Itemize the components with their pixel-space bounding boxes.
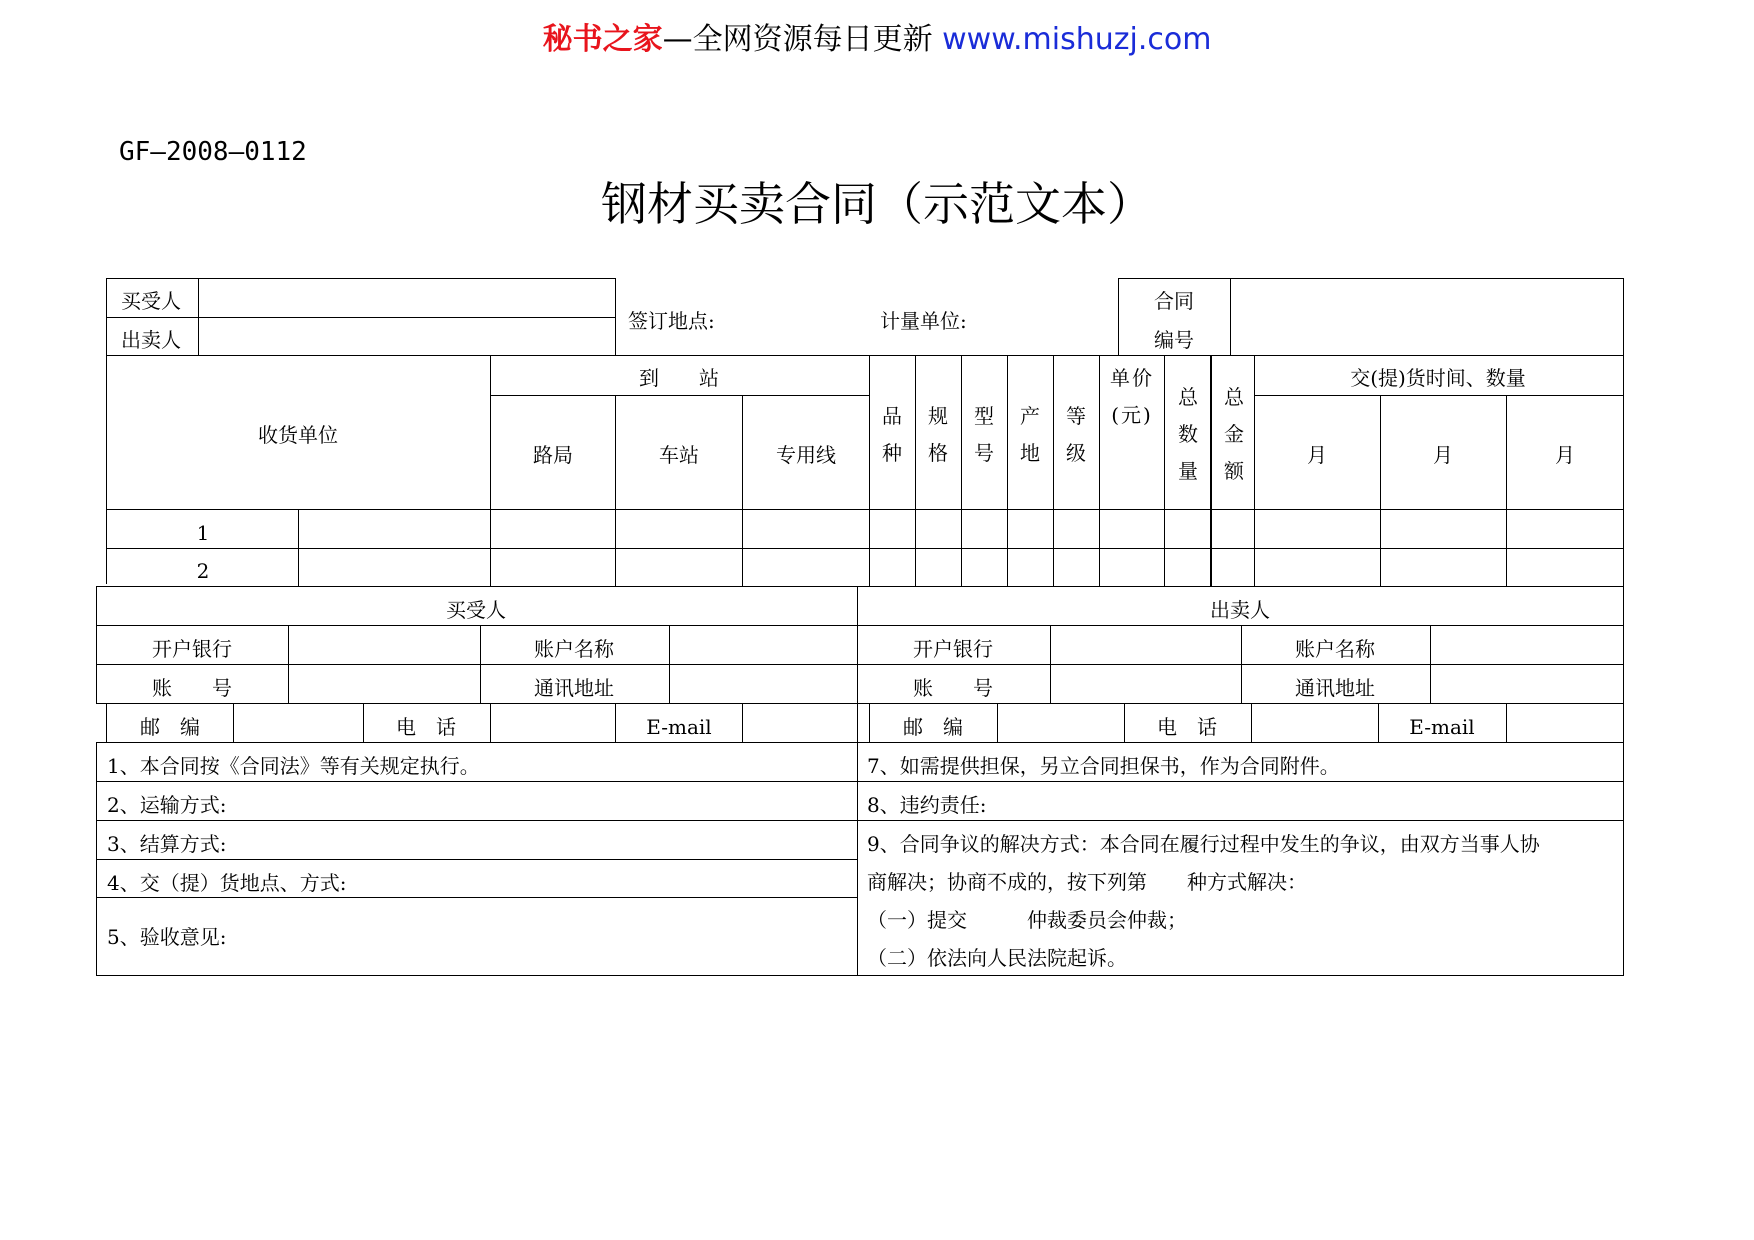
sign-place-label: 签订地点: — [628, 309, 715, 333]
term-8: 8、违约责任: — [867, 793, 987, 817]
col-origin: 产地 — [1020, 404, 1040, 465]
term-3: 3、结算方式: — [107, 832, 227, 856]
station-col-railway-bureau: 路局 — [533, 443, 573, 467]
term-9-line-2: 商解决；协商不成的，按下列第 种方式解决： — [867, 870, 1307, 894]
receiver-unit-label: 收货单位 — [258, 423, 338, 447]
buyer-email-label: E-mail — [646, 715, 712, 739]
col-spec: 规格 — [928, 404, 948, 465]
buyer-account-no-label: 账 号 — [152, 676, 232, 700]
document-title: 钢材买卖合同（示范文本） — [601, 177, 1153, 231]
term-5: 5、验收意见: — [107, 925, 227, 949]
col-total-qty: 总数量 — [1178, 385, 1198, 483]
buyer-section-header: 买受人 — [446, 598, 506, 622]
goods-row-number: 2 — [196, 559, 210, 583]
buyer-label: 买受人 — [121, 289, 181, 313]
seller-bank-label: 开户银行 — [913, 637, 993, 661]
seller-address-label: 通讯地址 — [1295, 676, 1375, 700]
buyer-phone-label: 电 话 — [396, 715, 456, 739]
month-col-3: 月 — [1555, 443, 1575, 467]
station-col-siding: 专用线 — [776, 443, 836, 467]
term-7: 7、如需提供担保，另立合同担保书，作为合同附件。 — [867, 754, 1340, 778]
measure-unit-label: 计量单位: — [880, 309, 967, 333]
station-col-station: 车站 — [659, 443, 699, 467]
site-banner — [0, 14, 1754, 58]
seller-email-label: E-mail — [1409, 715, 1475, 739]
seller-phone-label: 电 话 — [1157, 715, 1217, 739]
contract-no-label-line1: 合同 — [1154, 289, 1194, 313]
month-col-2: 月 — [1433, 443, 1453, 467]
station-header: 到 站 — [639, 366, 719, 390]
site-url-link[interactable]: www.mishuzj.com — [942, 22, 1212, 57]
site-brand: 秘书之家 — [542, 22, 663, 57]
seller-postcode-label: 邮 编 — [903, 715, 963, 739]
term-9-line-1: 9、合同争议的解决方式：本合同在履行过程中发生的争议，由双方当事人协 — [867, 832, 1540, 856]
delivery-header: 交(提)货时间、数量 — [1350, 366, 1526, 390]
buyer-address-label: 通讯地址 — [534, 676, 614, 700]
col-model: 型号 — [974, 404, 994, 465]
col-grade: 等级 — [1066, 404, 1086, 465]
term-2: 2、运输方式: — [107, 793, 227, 817]
col-unit-price: 单价(元) — [1110, 366, 1154, 427]
buyer-postcode-label: 邮 编 — [140, 715, 200, 739]
seller-account-no-label: 账 号 — [913, 676, 993, 700]
document-code: GF—2008—0112 — [119, 137, 307, 167]
site-tagline: —全网资源每日更新 — [662, 22, 943, 57]
goods-row-number: 1 — [196, 521, 210, 545]
buyer-account-name-label: 账户名称 — [534, 637, 614, 661]
col-variety: 品种 — [882, 404, 902, 465]
term-4: 4、交（提）货地点、方式: — [107, 871, 347, 895]
buyer-bank-label: 开户银行 — [152, 637, 232, 661]
seller-label: 出卖人 — [121, 328, 181, 352]
term-9-option-lawsuit: （二）依法向人民法院起诉。 — [867, 946, 1127, 970]
contract-no-label-line2: 编号 — [1154, 328, 1194, 352]
term-9-option-arbitration: （一）提交 仲裁委员会仲裁； — [867, 908, 1187, 932]
col-total-amount: 总金额 — [1224, 385, 1244, 483]
term-1: 1、本合同按《合同法》等有关规定执行。 — [107, 754, 480, 778]
seller-section-header: 出卖人 — [1210, 598, 1270, 622]
seller-account-name-label: 账户名称 — [1295, 637, 1375, 661]
month-col-1: 月 — [1307, 443, 1327, 467]
